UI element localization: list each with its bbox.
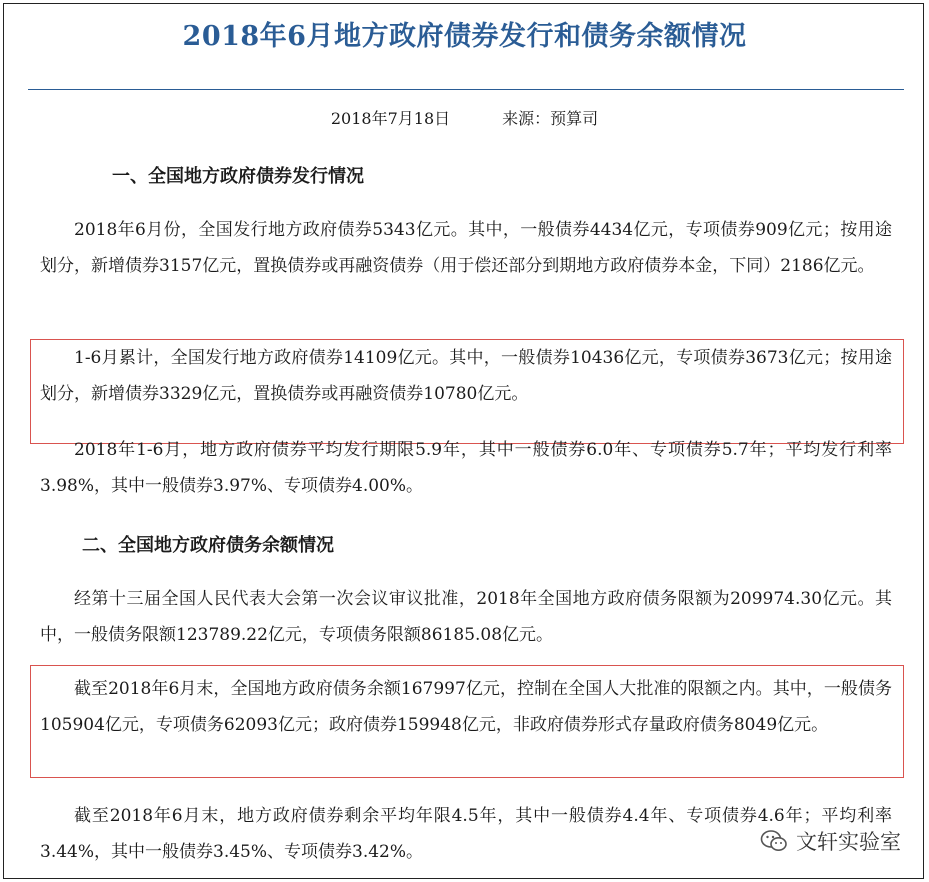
paragraph-june-issuance: 2018年6月份，全国发行地方政府债券5343亿元。其中，一般债券4434亿元，专项债券909亿元；按用途划分，新增债券3157亿元，置换债券或再融资债券（用于偿还部分到期地方政府债券本金，下同）2186亿元。 [40, 220, 892, 276]
wechat-icon [760, 829, 788, 853]
paragraph-debt-balance: 截至2018年6月末，全国地方政府债务余额167997亿元，控制在全国人大批准的限额之内。其中，一般债务105904亿元，专项债务62093亿元；政府债券159948亿元，非政府债券形式存量政府债务8049亿元。 [40, 679, 892, 735]
watermark [760, 826, 901, 856]
paragraph-term-rate: 2018年1-6月，地方政府债券平均发行期限5.9年，其中一般债券6.0年、专项债券5.7年；平均发行利率3.98%，其中一般债券3.97%、专项债券4.00%。 [40, 440, 892, 496]
section-heading-balance: 二、全国地方政府债务余额情况 [82, 535, 334, 556]
title-divider [28, 89, 904, 90]
paragraph-debt-limit: 经第十三届全国人民代表大会第一次会议审议批准，2018年全国地方政府债务限额为209974.30亿元。其中，一般债务限额123789.22亿元，专项债务限额86185.08亿元。 [40, 589, 892, 645]
source-label: 来源：预算司 [502, 109, 599, 128]
publish-date: 2018年7月18日 [330, 109, 451, 128]
section-heading-issuance: 一、全国地方政府债券发行情况 [112, 166, 364, 187]
article-meta [0, 106, 929, 129]
paragraph-remaining-term: 截至2018年6月末，地方政府债券剩余平均年限4.5年，其中一般债券4.4年、专项债券4.6年；平均利率3.44%，其中一般债券3.45%、专项债券3.42%。 [40, 806, 892, 862]
watermark-text: 文轩实验室 [796, 830, 901, 854]
page-title: 2018年6月地方政府债券发行和债务余额情况 [182, 21, 747, 52]
paragraph-cumulative-issuance: 1-6月累计，全国发行地方政府债券14109亿元。其中，一般债券10436亿元，专项债券3673亿元；按用途划分，新增债券3329亿元，置换债券或再融资债券10780亿元。 [40, 348, 892, 404]
